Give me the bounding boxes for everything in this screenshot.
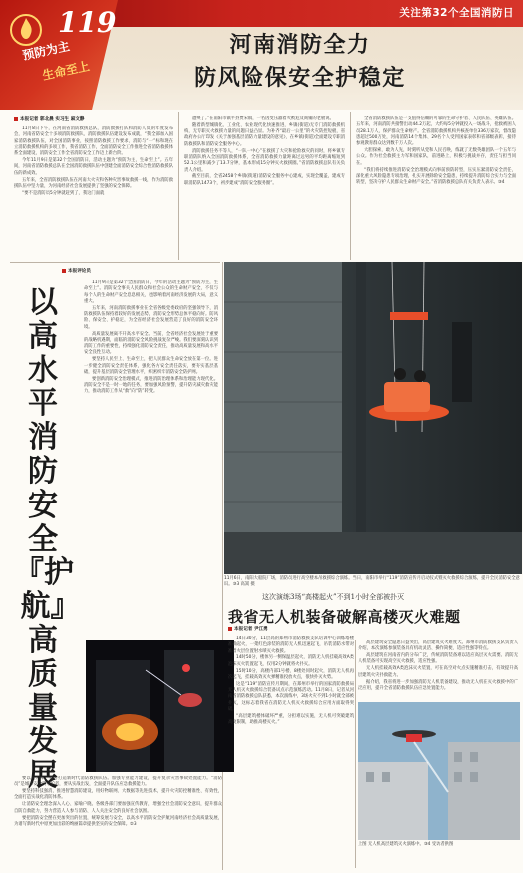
drone-drill-photo — [358, 702, 520, 840]
article2-subhead: 这次演练3场“高楼起火”不到1小时全部被扑灭 — [262, 593, 405, 601]
article1-byline: 本报记者 郭北晨 实习生 麻文静 — [14, 116, 85, 122]
rescue-drill-photo — [224, 262, 522, 574]
article1-column3: 全省消防救援队伍是一支值得信赖的可靠的生命守护者、人民队伍、英雄队伍。五年来，河南消防共接警出动44.2万起，大约每5分钟就投入一场战斗，抢救被困人员28.1万人，保护群众生命财产。全省消防救援机构共核查单位336万家次，督改隐患超过500万处，河南消防14个集体、29名个人受到国家表彰和省部级表彰，接待参观教育群众达到数千万人次。 大胆探索，敢为人先，时刻听从党和人民召唤，练就了无数英雄团队一个五年与公众。作为社会救援主力军和国家队，前进路上，积极与挑战并存，责任与担当同在。 “我们将持续推进消防安全治理模式向事前预防转型，压实压紧消防安全责任，深化重大风险隐患专项治理，扎实开展除险安全隐患，持续提升消防综合实力与全面转型，坚决守护人民群众生命财产安全。”省消防救援总队有关负责人表示。③4 — [356, 116, 516, 186]
commentary-title: 以高水平消防安全『护航』高质量发展 — [14, 285, 74, 794]
slogan-line1: 预防为主 — [21, 39, 72, 63]
commentary-column-a: 11月9日是第32个全国消防日，今年的活动主题为“预防为主，生命至上”。消防安全事关人民群众和社会公众的生命财产安全，不仅与每个人的生命财产安全息息相关，也影响着河南经济发展的大局，意义重大。 五年来，河南消防救援事业在全省各级党委政府的坚强领导下，消防救援队伍保持着较好的发展态势，消防安全形势总体平稳向好。防风险、保安全、护稳定，为全省经济社会发展营造了良好的消防安全环境。 高质量发展离不开高水平安全。当前，全省经济社会发展处于重要的战略机遇期，面临的消防安全风险挑战复杂严峻。我们要深刻认识到消防工作的重要性，持续强化消防安全责任，推动高质量发展和高水平安全良性互动。 要坚持人民至上、生命至上，把人民群众生命安全放在第一位。进一步健全消防安全责任体系，强化各方安全责任落实，要夯实基层基础，提升基层消防安全管理水平，织密织牢消防安全防护网。 要创新消防安全治理模式，推进消防治理体系和治理能力现代化。消防安全不是一时一地的任务，要加强风险预警，提升防灾减灾救灾能力，推动消防工作从“救”向“防”转变。 — [84, 280, 218, 395]
header-banner — [0, 0, 523, 110]
article2-column1: 14日30分，11层高的郑州市消防救援支队培训中心训练塔楼准确起火，一架红色涂装的消防无人机迅速起飞，吊装消防水带对准着火层位置射水喷灭火救援。 14时50分，楼体另一侧保温层起火，消防无人机挂载高效A类泡沫灭火装置起飞，仅用2分钟就将火扑灭。 15时10分，高楼内部1号楼、8楼处同时起火，消防无人机再次起飞，挂载高效灭火弹精准投放火点，很快扑灭火势。 这是“119”消防宣传月期间，在郑州市举行的国家消防救援局无人机灭火救援综合装备试点示范演练活动。11月8日，记者从河南省消防救援总队获悉，本次演练中，3场火灾不到1小时就全部被扑灭，这标志着我省在消防无人机灭火救援综合应用方面取得突破。 “高层建筑楼体破坏严重，分担难以实施，无人机可突破建筑高度限制，助推高楼灭火。” — [228, 636, 354, 726]
byline-marker-icon — [228, 627, 232, 631]
article2-byline: 本报记者 尹江勇 — [228, 626, 268, 632]
night-fire-illustration — [86, 640, 234, 772]
section-divider — [10, 262, 220, 263]
rescue-drill-illustration — [224, 262, 522, 574]
main-title-line1: 河南消防全力 — [229, 32, 371, 58]
page-topic: 关注第32个全国消防日 — [399, 7, 514, 19]
slogan-line2: 生命至上 — [41, 59, 92, 83]
commentary-byline: 本报评论员 — [62, 268, 91, 274]
column-divider — [355, 640, 356, 868]
column-divider — [222, 262, 223, 870]
night-fire-photo — [86, 640, 234, 772]
rescue-drill-photo-caption: 11月6日，南阳大船院厂场，消防员进行高空楼本吊救援综合演练。当日，南阳市举行“119”消防宣传月启动仪式暨灭火救援综合演练，提升全民消防安全意识。③3 高嵩 摄 — [224, 576, 520, 588]
article1-column2: 遭殃了。”在南阳市镇平县贾宋镇，一名因变压器着火被危及商铺的老板说。 随着新型城镇化、工业化、农业现代化快速推进，乡镇(街道)无专门消防救援机构，无专职灭火救援力量的问题日益凸显。为补齐“最后一公里”的火灾防控短板，省政府办公厅印发《关于加强基层消防力量建设的意见》，在乡镇(街道)全面建设专职消防救援队和消防安全服务中心。 消防救援任务不等人，“一队一中心”在救援了大灾和抢险救灾的同时，将乡镇专职消防队纳入全国消防救援体系，全省消防救援力量距离过远男的平均距离缩短到52.1公里和减少了13.7分钟，基本形成15分钟灭火救援圈。”省消防救援总队有关负责人介绍。 截至目前，全省2458个乡镇(街道)消防安全服务中心建成，实现全覆盖，建成专职消防队1473个，初步建成“消防安全服务圈”。 — [184, 116, 345, 186]
main-title-line2: 防风险保安全护稳定 — [194, 65, 406, 91]
main-title — [150, 29, 450, 95]
emblem-number: 119 — [58, 6, 117, 39]
column-divider — [178, 112, 179, 260]
article1-column1: 11月8日下午，在河南省消防救援总队，消防救援打队和消防人员的年度发布会，河南省防安全十多项消防救援队、消防救援队伍建设发布成就，“我全部加入国家消防救援队伍，对全国消防事业，按照消防救援工作要求，消防与“一”标和现在立消防救援机构的多项工作，我省消防工作，全面消防安全工作推进全省消防救援体系全面建设，消防安全工作全省消防安全工作迈上新台阶。 今年11月9日是第32个全国消防日，活动主题为“预防为主，生命至上”。五年间，河南省消防救援总队在全国消防救援队伍中创建全面消防安全综合性消防救援队伍的新成效。 五年来，全省消防救援队伍在河南大火灾和各种灾害事故救援一线，作为消防救援队伍中坚力量，为河南经济社会发展提供了坚强的安全保障。 “要不是消防员5分钟就赶到了，我这门面就 — [14, 126, 173, 196]
commentary-column-b: 要以人为本，着力打造新时代消防救援队伍。加强专业能力建设，提升复杂灾害事故处置能力。“消防员”是城市安全的守护者，要从实战出发，全面提升队伍应急救援能力。 要坚持科技强消，推进智慧消防建设，用好物联网、大数据等先进技术，提升火灾防控精准性、有效性，全面打造实战化消防体系。 让消防安全理念深入人心、家喻户晓。各级各部门要加强宣传教育，增强全社会消防安全意识，提升群众自防自救能力，努力营造人人参与消防、人人关注安全的良好社会氛围。 要把消防安全摆在更加突出的位置，统筹发展与安全，以高水平消防安全护航河南经济社会高质量发展，为谱写新时代中原更加出彩的绚丽篇章提供坚实的安全保障。②3 — [14, 776, 222, 827]
byline-marker-icon — [14, 117, 18, 121]
byline-marker-icon — [62, 269, 66, 273]
column-divider — [350, 112, 351, 260]
drone-photo-caption: 上图 无人机高层建筑灭火演练中。③4 受访者供图 — [358, 842, 454, 847]
article2-column2: 高层建筑安全隐患日益突出，高层建筑灭火难度大。郑州市消防救援支队负责人介绍，本次演练参演装备具有机动灵活、操作简便、适应性强等特点。 高层建筑在河南省内的分布广泛，传统消防装备难以适应高层灭火需要。消防无人机装备可实现高空灭火救援，适应性强。 无人机挂载高效A类泡沫灭火装置，可在高空对火点实施精准打击，有效提升高层建筑火灾扑救能力。 据介绍，我省将进一步加强消防无人机装备建设，推动无人机在灭火救援中的广泛应用，提升全省消防救援队伍应急处置能力。 — [358, 640, 518, 691]
article2-headline: 我省无人机装备破解高楼灭火难题 — [228, 608, 461, 626]
drone-drill-illustration — [358, 702, 520, 840]
